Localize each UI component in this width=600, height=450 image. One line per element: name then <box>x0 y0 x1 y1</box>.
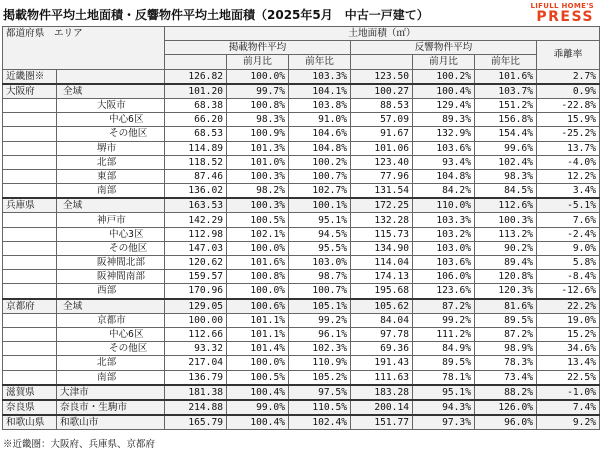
response-value-cell: 132.28 <box>351 213 413 227</box>
table-row <box>3 256 600 270</box>
pref-cell: 兵庫県 <box>3 198 57 213</box>
area-cell: 全域 <box>57 84 165 99</box>
table-row <box>3 270 600 284</box>
listed-mom-cell: 100.8% <box>227 98 289 112</box>
divergence-cell: -12.6% <box>537 284 600 299</box>
table-row <box>3 213 600 227</box>
area-column-header: 都道府県 エリア <box>3 27 165 70</box>
area-cell: 和歌山市 <box>57 415 165 430</box>
listed-yoy-cell: 102.4% <box>289 415 351 430</box>
pref-cell <box>3 155 57 169</box>
response-mom-cell: 84.9% <box>413 342 475 356</box>
area-cell: 神戸市 <box>57 213 165 227</box>
response-value-cell: 151.77 <box>351 415 413 430</box>
response-value-cell: 172.25 <box>351 198 413 213</box>
response-mom-cell: 84.2% <box>413 184 475 199</box>
listed-value-cell: 112.66 <box>165 327 227 341</box>
listed-mom-cell: 100.0% <box>227 69 289 84</box>
listed-value-cell: 217.04 <box>165 356 227 370</box>
listed-mom-cell: 101.4% <box>227 342 289 356</box>
response-value-cell: 114.04 <box>351 256 413 270</box>
divergence-cell: -4.0% <box>537 155 600 169</box>
response-value-cell: 115.73 <box>351 227 413 241</box>
divergence-cell: 34.6% <box>537 342 600 356</box>
divergence-cell: 3.4% <box>537 184 600 199</box>
divergence-cell: -8.4% <box>537 270 600 284</box>
response-yoy-cell: 112.6% <box>475 198 537 213</box>
response-mom-cell: 123.6% <box>413 284 475 299</box>
listed-value-cell: 100.00 <box>165 313 227 327</box>
response-value-cell: 69.36 <box>351 342 413 356</box>
listed-yoy-cell: 96.1% <box>289 327 351 341</box>
area-cell: 全域 <box>57 299 165 314</box>
table-row <box>3 241 600 255</box>
response-yoy-cell: 151.2% <box>475 98 537 112</box>
listed-mom-cell: 102.1% <box>227 227 289 241</box>
response-yoy-cell: 88.2% <box>475 385 537 400</box>
response-value-cell: 200.14 <box>351 400 413 415</box>
land-area-table <box>2 26 600 430</box>
table-row <box>3 98 600 112</box>
response-mom-header: 前月比 <box>413 55 475 69</box>
report-title: 掲載物件平均土地面積・反響物件平均土地面積（2025年5月 中古一戸建て） <box>3 8 429 22</box>
listed-value-subheader <box>165 55 227 69</box>
pref-cell <box>3 356 57 370</box>
table-row <box>3 284 600 299</box>
area-cell <box>57 69 165 84</box>
table-row <box>3 198 600 213</box>
response-yoy-cell: 87.2% <box>475 327 537 341</box>
listed-yoy-cell: 94.5% <box>289 227 351 241</box>
area-cell: 阪神間南部 <box>57 270 165 284</box>
listed-value-cell: 159.57 <box>165 270 227 284</box>
pref-cell <box>3 227 57 241</box>
response-mom-cell: 104.8% <box>413 169 475 183</box>
response-mom-cell: 110.0% <box>413 198 475 213</box>
table-row <box>3 84 600 99</box>
response-value-cell: 123.40 <box>351 155 413 169</box>
pref-cell <box>3 184 57 199</box>
listed-value-cell: 87.46 <box>165 169 227 183</box>
response-yoy-cell: 154.4% <box>475 127 537 141</box>
area-cell: 東部 <box>57 169 165 183</box>
report-header <box>0 0 600 26</box>
response-value-cell: 105.62 <box>351 299 413 314</box>
listed-mom-cell: 99.0% <box>227 400 289 415</box>
listed-yoy-cell: 100.7% <box>289 284 351 299</box>
divergence-cell: -2.4% <box>537 227 600 241</box>
listed-value-cell: 68.38 <box>165 98 227 112</box>
pref-cell <box>3 127 57 141</box>
listed-value-cell: 170.96 <box>165 284 227 299</box>
area-cell: 南部 <box>57 184 165 199</box>
listed-yoy-cell: 95.1% <box>289 213 351 227</box>
listed-yoy-cell: 98.7% <box>289 270 351 284</box>
listed-value-cell: 163.53 <box>165 198 227 213</box>
response-yoy-cell: 84.5% <box>475 184 537 199</box>
response-mom-cell: 103.0% <box>413 241 475 255</box>
listed-mom-cell: 100.0% <box>227 284 289 299</box>
pref-cell <box>3 141 57 155</box>
listed-value-cell: 66.20 <box>165 113 227 127</box>
brand-logo <box>530 2 594 24</box>
area-cell: 京都市 <box>57 313 165 327</box>
response-yoy-cell: 103.7% <box>475 84 537 99</box>
area-cell: 全域 <box>57 198 165 213</box>
area-cell: 北部 <box>57 356 165 370</box>
area-cell: 阪神間北部 <box>57 256 165 270</box>
pref-cell: 大阪府 <box>3 84 57 99</box>
response-yoy-cell: 90.2% <box>475 241 537 255</box>
listed-value-cell: 126.82 <box>165 69 227 84</box>
area-cell: その他区 <box>57 127 165 141</box>
listed-value-cell: 114.89 <box>165 141 227 155</box>
listed-value-cell: 136.79 <box>165 370 227 385</box>
response-value-cell: 57.09 <box>351 113 413 127</box>
table-row <box>3 69 600 84</box>
response-yoy-cell: 126.0% <box>475 400 537 415</box>
response-yoy-cell: 96.0% <box>475 415 537 430</box>
pref-cell <box>3 313 57 327</box>
response-yoy-cell: 100.3% <box>475 213 537 227</box>
listed-yoy-cell: 102.7% <box>289 184 351 199</box>
response-mom-cell: 78.1% <box>413 370 475 385</box>
response-mom-cell: 100.2% <box>413 69 475 84</box>
response-mom-cell: 103.2% <box>413 227 475 241</box>
table-row <box>3 385 600 400</box>
listed-value-cell: 147.03 <box>165 241 227 255</box>
response-yoy-cell: 120.8% <box>475 270 537 284</box>
table-row <box>3 299 600 314</box>
pref-cell: 奈良県 <box>3 400 57 415</box>
response-mom-cell: 106.0% <box>413 270 475 284</box>
table-row <box>3 227 600 241</box>
listed-yoy-cell: 97.5% <box>289 385 351 400</box>
brand-logo-big: PRESS <box>536 9 594 25</box>
pref-cell: 和歌山県 <box>3 415 57 430</box>
listed-mom-cell: 99.7% <box>227 84 289 99</box>
response-mom-cell: 99.2% <box>413 313 475 327</box>
response-value-cell: 111.63 <box>351 370 413 385</box>
listed-value-cell: 129.05 <box>165 299 227 314</box>
response-yoy-cell: 78.3% <box>475 356 537 370</box>
listed-mom-cell: 100.0% <box>227 356 289 370</box>
footnote: ※近畿圏：大阪府、兵庫県、京都府 <box>3 439 156 450</box>
table-row <box>3 184 600 199</box>
table-row <box>3 155 600 169</box>
listed-avg-header: 掲載物件平均 <box>165 41 351 55</box>
response-value-cell: 100.27 <box>351 84 413 99</box>
table-row <box>3 169 600 183</box>
listed-value-cell: 120.62 <box>165 256 227 270</box>
divergence-cell: 9.2% <box>537 415 600 430</box>
pref-cell: 滋賀県 <box>3 385 57 400</box>
divergence-cell: -22.8% <box>537 98 600 112</box>
pref-cell <box>3 256 57 270</box>
divergence-header: 乖離率 <box>537 41 600 69</box>
pref-cell: 京都府 <box>3 299 57 314</box>
divergence-cell: -25.2% <box>537 127 600 141</box>
listed-yoy-cell: 100.7% <box>289 169 351 183</box>
pref-cell <box>3 213 57 227</box>
pref-cell <box>3 113 57 127</box>
response-value-cell: 131.54 <box>351 184 413 199</box>
divergence-cell: 15.9% <box>537 113 600 127</box>
pref-cell <box>3 370 57 385</box>
response-yoy-cell: 156.8% <box>475 113 537 127</box>
area-cell: 大阪市 <box>57 98 165 112</box>
response-value-cell: 77.96 <box>351 169 413 183</box>
area-cell: その他区 <box>57 241 165 255</box>
listed-yoy-cell: 105.1% <box>289 299 351 314</box>
table-row <box>3 313 600 327</box>
listed-yoy-cell: 95.5% <box>289 241 351 255</box>
response-yoy-cell: 99.6% <box>475 141 537 155</box>
response-yoy-cell: 89.4% <box>475 256 537 270</box>
brand-logo-small: LIFULL HOME'S <box>530 2 594 10</box>
listed-yoy-cell: 100.2% <box>289 155 351 169</box>
divergence-cell: 7.4% <box>537 400 600 415</box>
response-yoy-cell: 98.3% <box>475 169 537 183</box>
listed-mom-cell: 101.0% <box>227 155 289 169</box>
area-cell: 北部 <box>57 155 165 169</box>
header-row-1 <box>3 27 600 41</box>
table-row <box>3 415 600 430</box>
table-row <box>3 327 600 341</box>
listed-mom-cell: 98.3% <box>227 113 289 127</box>
response-mom-cell: 94.3% <box>413 400 475 415</box>
area-cell: 中心3区 <box>57 227 165 241</box>
response-mom-cell: 103.6% <box>413 256 475 270</box>
area-cell: 中心6区 <box>57 327 165 341</box>
pref-cell <box>3 98 57 112</box>
divergence-cell: 2.7% <box>537 69 600 84</box>
response-yoy-cell: 73.4% <box>475 370 537 385</box>
divergence-cell: 13.4% <box>537 356 600 370</box>
listed-mom-cell: 100.4% <box>227 415 289 430</box>
table-body <box>3 69 600 430</box>
listed-value-cell: 118.52 <box>165 155 227 169</box>
table-row <box>3 127 600 141</box>
divergence-cell: 19.0% <box>537 313 600 327</box>
response-mom-cell: 95.1% <box>413 385 475 400</box>
listed-yoy-cell: 103.3% <box>289 69 351 84</box>
listed-yoy-cell: 104.1% <box>289 84 351 99</box>
area-cell: 中心6区 <box>57 113 165 127</box>
response-value-cell: 195.68 <box>351 284 413 299</box>
area-cell: 西部 <box>57 284 165 299</box>
listed-yoy-cell: 110.9% <box>289 356 351 370</box>
divergence-cell: 9.0% <box>537 241 600 255</box>
listed-value-cell: 214.88 <box>165 400 227 415</box>
listed-yoy-cell: 100.1% <box>289 198 351 213</box>
response-yoy-cell: 101.6% <box>475 69 537 84</box>
response-value-cell: 123.50 <box>351 69 413 84</box>
listed-mom-cell: 100.8% <box>227 270 289 284</box>
divergence-cell: -1.0% <box>537 385 600 400</box>
response-avg-header: 反響物件平均 <box>351 41 537 55</box>
area-cell: 南部 <box>57 370 165 385</box>
listed-yoy-cell: 91.0% <box>289 113 351 127</box>
response-value-cell: 91.67 <box>351 127 413 141</box>
listed-value-cell: 165.79 <box>165 415 227 430</box>
pref-cell <box>3 241 57 255</box>
area-cell: 奈良市・生駒市 <box>57 400 165 415</box>
listed-mom-cell: 100.9% <box>227 127 289 141</box>
response-mom-cell: 111.2% <box>413 327 475 341</box>
pref-cell <box>3 327 57 341</box>
listed-mom-cell: 100.0% <box>227 241 289 255</box>
response-value-cell: 183.28 <box>351 385 413 400</box>
response-mom-cell: 103.6% <box>413 141 475 155</box>
listed-yoy-cell: 103.0% <box>289 256 351 270</box>
area-cell: 堺市 <box>57 141 165 155</box>
response-value-cell: 97.78 <box>351 327 413 341</box>
response-mom-cell: 129.4% <box>413 98 475 112</box>
listed-mom-cell: 101.1% <box>227 313 289 327</box>
listed-value-cell: 142.29 <box>165 213 227 227</box>
response-mom-cell: 89.5% <box>413 356 475 370</box>
response-mom-cell: 132.9% <box>413 127 475 141</box>
listed-mom-cell: 101.3% <box>227 141 289 155</box>
divergence-cell: 7.6% <box>537 213 600 227</box>
pref-cell: 近畿圏※ <box>3 69 57 84</box>
response-mom-cell: 93.4% <box>413 155 475 169</box>
listed-yoy-cell: 104.8% <box>289 141 351 155</box>
table-row <box>3 400 600 415</box>
response-yoy-cell: 98.9% <box>475 342 537 356</box>
table-row <box>3 141 600 155</box>
listed-yoy-cell: 99.2% <box>289 313 351 327</box>
listed-mom-cell: 98.2% <box>227 184 289 199</box>
divergence-cell: 13.7% <box>537 141 600 155</box>
response-yoy-cell: 81.6% <box>475 299 537 314</box>
listed-value-cell: 93.32 <box>165 342 227 356</box>
listed-mom-cell: 100.3% <box>227 169 289 183</box>
listed-mom-cell: 100.4% <box>227 385 289 400</box>
table-row <box>3 356 600 370</box>
response-yoy-cell: 102.4% <box>475 155 537 169</box>
listed-mom-header: 前月比 <box>227 55 289 69</box>
listed-value-cell: 101.20 <box>165 84 227 99</box>
pref-cell <box>3 284 57 299</box>
table-row <box>3 113 600 127</box>
listed-yoy-cell: 105.2% <box>289 370 351 385</box>
listed-mom-cell: 100.6% <box>227 299 289 314</box>
listed-value-cell: 181.38 <box>165 385 227 400</box>
response-mom-cell: 103.3% <box>413 213 475 227</box>
listed-value-cell: 136.02 <box>165 184 227 199</box>
listed-mom-cell: 100.5% <box>227 370 289 385</box>
pref-cell <box>3 270 57 284</box>
area-cell: その他区 <box>57 342 165 356</box>
response-mom-cell: 100.4% <box>413 84 475 99</box>
pref-cell <box>3 342 57 356</box>
response-yoy-header: 前年比 <box>475 55 537 69</box>
response-value-cell: 101.06 <box>351 141 413 155</box>
response-value-cell: 134.90 <box>351 241 413 255</box>
divergence-cell: 22.2% <box>537 299 600 314</box>
response-value-subheader <box>351 55 413 69</box>
listed-yoy-cell: 102.3% <box>289 342 351 356</box>
response-mom-cell: 89.3% <box>413 113 475 127</box>
response-yoy-cell: 89.5% <box>475 313 537 327</box>
pref-cell <box>3 169 57 183</box>
listed-yoy-cell: 110.5% <box>289 400 351 415</box>
divergence-cell: 22.5% <box>537 370 600 385</box>
listed-yoy-cell: 103.8% <box>289 98 351 112</box>
listed-mom-cell: 100.3% <box>227 198 289 213</box>
divergence-cell: -5.1% <box>537 198 600 213</box>
divergence-cell: 0.9% <box>537 84 600 99</box>
divergence-cell: 15.2% <box>537 327 600 341</box>
listed-value-cell: 68.53 <box>165 127 227 141</box>
divergence-cell: 5.8% <box>537 256 600 270</box>
listed-value-cell: 112.98 <box>165 227 227 241</box>
response-value-cell: 88.53 <box>351 98 413 112</box>
response-value-cell: 174.13 <box>351 270 413 284</box>
response-value-cell: 84.04 <box>351 313 413 327</box>
land-area-header: 土地面積（㎡） <box>165 27 600 41</box>
listed-mom-cell: 101.6% <box>227 256 289 270</box>
table-row <box>3 342 600 356</box>
response-mom-cell: 97.3% <box>413 415 475 430</box>
listed-yoy-cell: 104.6% <box>289 127 351 141</box>
divergence-cell: 12.2% <box>537 169 600 183</box>
response-value-cell: 191.43 <box>351 356 413 370</box>
response-yoy-cell: 120.3% <box>475 284 537 299</box>
table-row <box>3 370 600 385</box>
response-mom-cell: 87.2% <box>413 299 475 314</box>
listed-mom-cell: 100.5% <box>227 213 289 227</box>
listed-yoy-header: 前年比 <box>289 55 351 69</box>
listed-mom-cell: 101.1% <box>227 327 289 341</box>
response-yoy-cell: 113.2% <box>475 227 537 241</box>
area-cell: 大津市 <box>57 385 165 400</box>
